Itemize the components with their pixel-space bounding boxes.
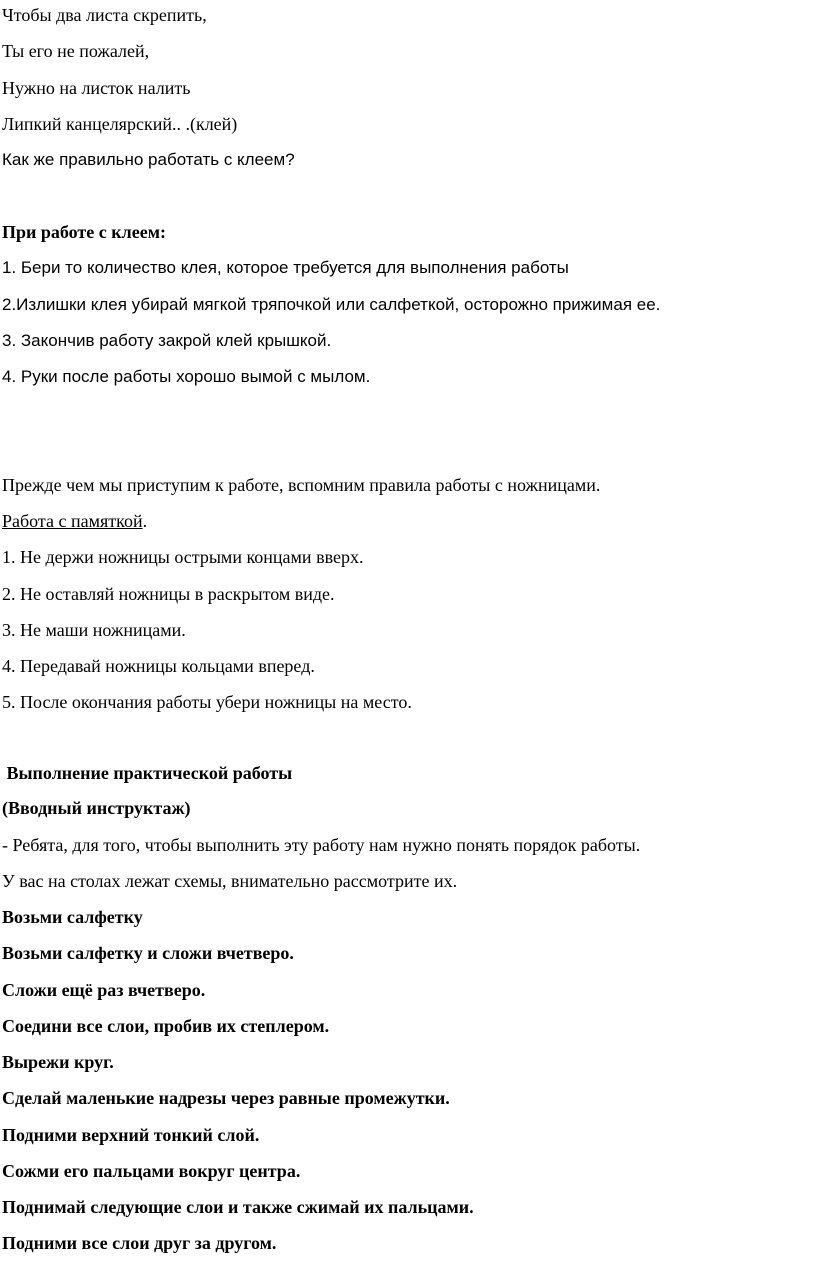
step-3: Сложи ещё раз вчетверо. (2, 980, 206, 1000)
step-1: Возьми салфетку (2, 907, 143, 927)
poem-line-3: Нужно на листок налить (2, 78, 191, 98)
step-7: Подними верхний тонкий слой. (2, 1125, 260, 1145)
practical-heading: Выполнение практической работы (2, 763, 293, 783)
practical-para-2: У вас на столах лежат схемы, внимательно рассмотрите их. (2, 871, 458, 891)
step-8: Сожми его пальцами вокруг центра. (2, 1161, 301, 1181)
memo-line (2, 510, 147, 532)
scissors-rule-5: 5. После окончания работы убери ножницы на место. (2, 692, 412, 712)
glue-rule-1: 1. Бери то количество клея, которое требуется для выполнения работы (2, 258, 569, 277)
glue-rule-2: 2.Излишки клея убирай мягкой тряпочкой или салфеткой, осторожно прижимая ее. (2, 295, 661, 314)
scissors-intro: Прежде чем мы приступим к работе, вспомним правила работы с ножницами. (2, 475, 601, 495)
poem-line-4: Липкий канцелярский.. .(клей) (2, 114, 238, 134)
poem-line-1: Чтобы два листа скрепить, (2, 5, 207, 25)
scissors-rule-3: 3. Не маши ножницами. (2, 620, 186, 640)
glue-rule-3: 3. Закончив работу закрой клей крышкой. (2, 331, 332, 350)
step-10: Подними все слои друг за другом. (2, 1233, 277, 1253)
step-2: Возьми салфетку и сложи вчетверо. (2, 943, 294, 963)
glue-rules-heading: При работе с клеем: (2, 222, 166, 242)
memo-period: . (142, 511, 148, 531)
scissors-rule-4: 4. Передавай ножницы кольцами вперед. (2, 656, 315, 676)
practical-subheading: (Вводный инструктаж) (2, 798, 191, 818)
scissors-rule-1: 1. Не держи ножницы острыми концами вверх. (2, 547, 364, 567)
step-9: Поднимай следующие слои и также сжимай их пальцами. (2, 1197, 474, 1217)
practical-para-1: - Ребята, для того, чтобы выполнить эту работу нам нужно понять порядок работы. (2, 835, 641, 855)
memo-link: Работа с памяткой (2, 511, 143, 531)
step-5: Вырежи круг. (2, 1052, 114, 1072)
glue-rule-4: 4. Руки после работы хорошо вымой с мылом. (2, 367, 371, 386)
poem-line-2: Ты его не пожалей, (2, 41, 150, 61)
step-4: Соедини все слои, пробив их степлером. (2, 1016, 330, 1036)
step-6: Сделай маленькие надрезы через равные промежутки. (2, 1088, 450, 1108)
scissors-rule-2: 2. Не оставляй ножницы в раскрытом виде. (2, 584, 335, 604)
glue-question: Как же правильно работать с клеем? (2, 150, 295, 169)
